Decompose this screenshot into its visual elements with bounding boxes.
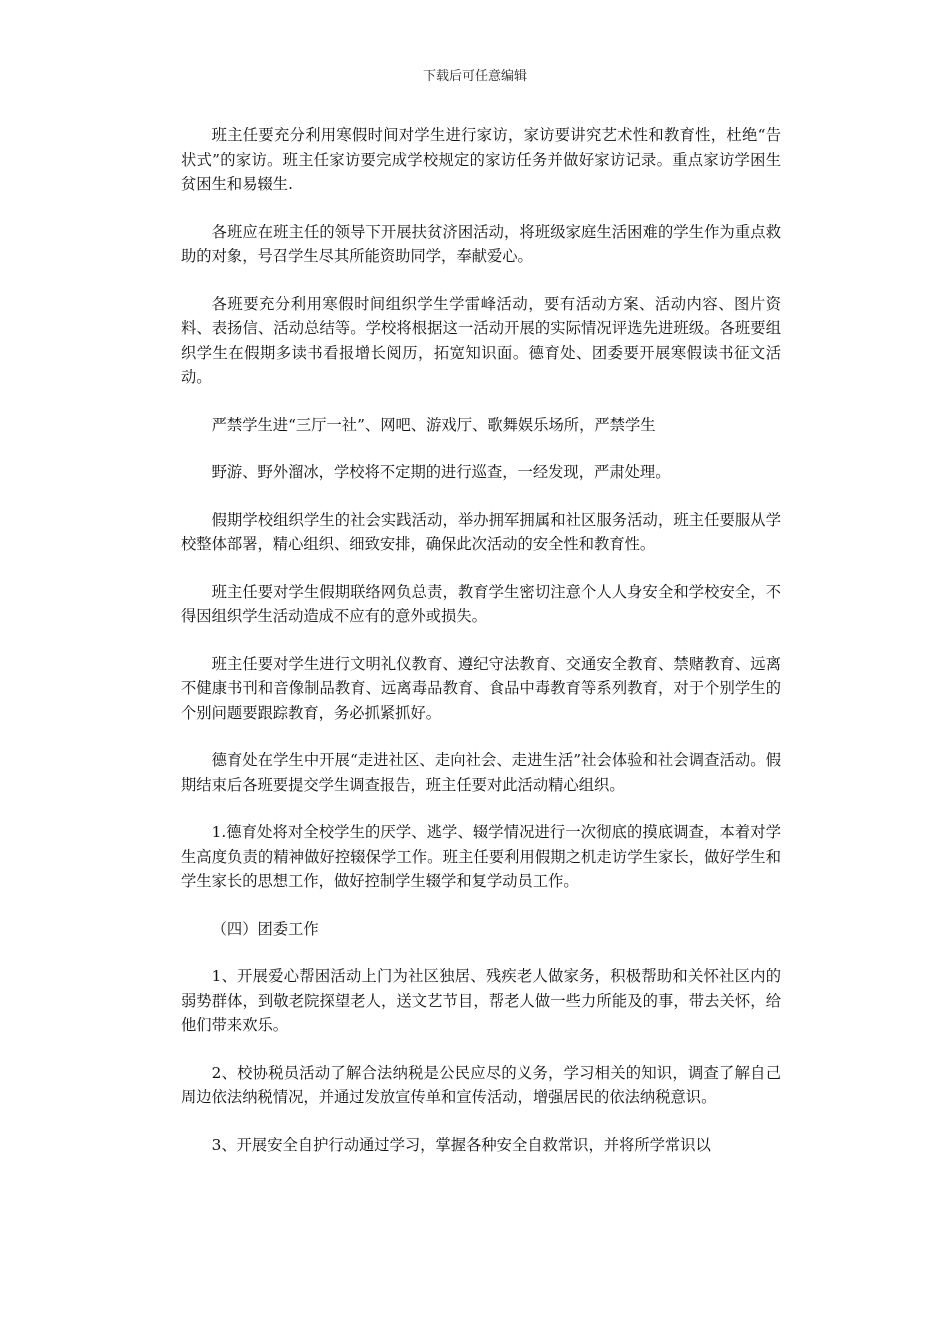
section-heading-league-work: （四）团委工作 xyxy=(211,919,319,938)
paragraph-tax-activity: 2、校协税员活动了解合法纳税是公民应尽的义务，学习相关的知识，调查了解自己周边依法纳税情况，并通过发放宣传单和宣传活动，增强居民的依法纳税意识。 xyxy=(181,1063,781,1106)
paragraph-home-visits: 班主任要充分利用寒假时间对学生进行家访，家访要讲究艺术性和教育性，杜绝“告状式”的家访。班主任家访要完成学校规定的家访任务并做好家访记录。重点家访学困生贫困生和易辍生. xyxy=(181,126,781,193)
paragraph-social-practice: 假期学校组织学生的社会实践活动，举办拥军拥属和社区服务活动，班主任要服从学校整体部署，精心组织、细致安排，确保此次活动的安全性和教育性。 xyxy=(181,510,781,553)
paragraph-contact-network: 班主任要对学生假期联络网负总责，教育学生密切注意个人人身安全和学校安全，不得因组织学生活动造成不应有的意外或损失。 xyxy=(181,582,781,625)
paragraph-dropout-control: 1.德育处将对全校学生的厌学、逃学、辍学情况进行一次彻底的摸底调查，本着对学生高度负责的精神做好控辍保学工作。班主任要利用假期之机走访学生家长，做好学生和学生家长的思想工作，做好控制学生辍学和复学动员工作。 xyxy=(181,823,781,890)
paragraph-outdoor-safety: 野游、野外溜冰，学校将不定期的进行巡查，一经发现，严肃处理。 xyxy=(211,463,671,481)
paragraph-poverty-relief: 各班应在班主任的领导下开展扶贫济困活动，将班级家庭生活困难的学生作为重点救助的对象，号召学生尽其所能资助同学，奉献爱心。 xyxy=(181,222,781,265)
paragraph-caring-activity: 1、开展爱心帮困活动上门为社区独居、残疾老人做家务，积极帮助和关怀社区内的弱势群体，到敬老院探望老人，送文艺节目，帮老人做一些力所能及的事，带去关怀，给他们带来欢乐。 xyxy=(181,967,781,1034)
paragraph-prohibited-venues: 严禁学生进“三厅一社”、网吧、游戏厅、歌舞娱乐场所，严禁学生 xyxy=(211,415,656,434)
page-header-note: 下载后可任意编辑 xyxy=(422,69,527,84)
paragraph-lei-feng-activity: 各班要充分利用寒假时间组织学生学雷峰活动，要有活动方案、活动内容、图片资料、表扬信、活动总结等。学校将根据这一活动开展的实际情况评选先进班级。各班要组织学生在假期多读书看报增长阅历，拓宽知识面。德育处、团委要开展寒假读书征文活动。 xyxy=(181,294,781,386)
document-body xyxy=(181,123,781,1180)
paragraph-safety-self-protection: 3、开展安全自护行动通过学习，掌握各种安全自救常识，并将所学常识以 xyxy=(211,1135,711,1154)
paragraph-community-survey: 德育处在学生中开展“走进社区、走向社会、走进生活”社会体验和社会调查活动。假期结束后各班要提交学生调查报告，班主任要对此活动精心组织。 xyxy=(181,751,781,794)
paragraph-etiquette-education: 班主任要对学生进行文明礼仪教育、遵纪守法教育、交通安全教育、禁赌教育、远离不健康书刊和音像制品教育、远离毒品教育、食品中毒教育等系列教育，对于个别学生的个别问题要跟踪教育，务必抓紧抓好。 xyxy=(181,654,781,722)
